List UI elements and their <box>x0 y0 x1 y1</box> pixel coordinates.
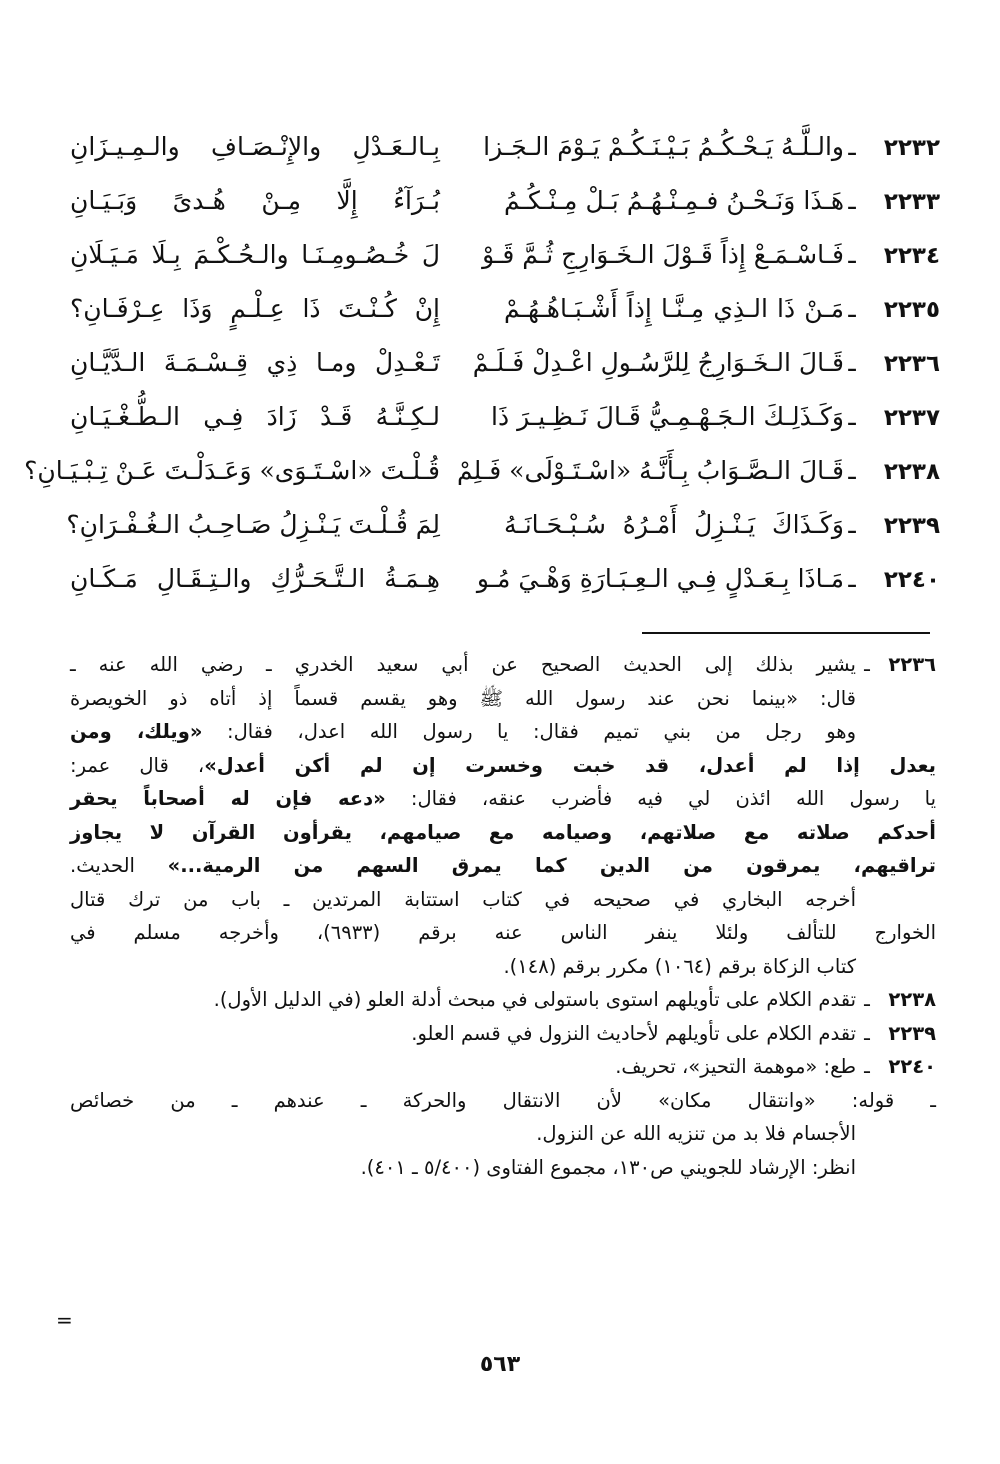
footnote-2240 <box>70 1050 936 1084</box>
verse-number: ٢٢٣٢ <box>883 135 940 161</box>
verse-second-hemistich: تَـعْـدِلْ ومـا ذِي قِـسْـمَـةَ الـدَّيَّـانِ <box>70 348 440 377</box>
verse-first-hemistich: وَكَـذَاكَ يَـنْـزِلُ أَمْـرُهُ سُـبْـحَـانَـهُ <box>504 510 844 539</box>
footnote-dash: ـ <box>864 988 870 1011</box>
verse-dash: ـ <box>848 294 856 323</box>
verse-number: ٢٢٣٥ <box>883 297 940 323</box>
verse-first-hemistich: والـلَّـهُ يَـحْـكُـمُ بَـيْـنَـكُـمْ يَـوْمَ الـجَـزا <box>483 132 844 161</box>
verse-dash: ـ <box>848 132 856 161</box>
footnote-text: يا رسول الله ائذن لي فيه فأضرب عنقه، فقال: <box>385 787 937 810</box>
footnote-2236-source <box>70 883 936 917</box>
verses-block <box>24 120 940 606</box>
footnote-2236-continued <box>70 682 936 749</box>
footnote-line: الأجسام فلا بد من تنزيه الله عن النزول. <box>536 1122 856 1145</box>
verse-2233 <box>70 174 940 228</box>
verse-first-hemistich: قَـالَ الـخَـوَارِجُ لِلرَّسُـولِ اعْـدِلْ فَـلَـمْ <box>472 348 844 377</box>
footnote-dash: ـ <box>864 1021 870 1045</box>
footnote-separator <box>642 632 930 634</box>
footnote-line: أخرجه البخاري في صحيحه في كتاب استتابة المرتدين ـ باب من ترك قتال <box>70 887 856 911</box>
footnote-dash: ـ <box>864 1055 870 1078</box>
footnote-2240-continued <box>70 1084 936 1118</box>
footnote-2239 <box>70 1017 936 1051</box>
verse-first-hemistich: هَـذَا وَنَـحْـنُ فـمِـنْـهُـمُ بَـلْ مِـنْـكُـمُ <box>504 186 844 215</box>
footnote-line: الخوارج للتألف ولئلا ينفر الناس عنه برقم (٦٩٣٣)، وأخرجه مسلم في <box>70 921 936 944</box>
page-number: ٥٦٣ <box>479 1352 521 1377</box>
verse-second-hemistich: بِـالـعَـدْلِ والإِنْـصَـافِ والـمِـيـزَانِ <box>70 132 440 161</box>
footnote-line: انظر: الإرشاد للجويني ص١٣٠، مجموع الفتاوى (٥/٤٠٠ ـ ٤٠١). <box>360 1155 856 1179</box>
verse-number: ٢٢٣٨ <box>883 459 940 485</box>
verse-number: ٢٢٣٦ <box>883 351 940 377</box>
footnote-body <box>70 648 856 682</box>
footnote-line <box>70 782 936 816</box>
verse-2238 <box>24 444 940 498</box>
verse-dash: ـ <box>848 402 856 431</box>
footnote-line: يشير بذلك إلى الحديث الصحيح عن أبي سعيد الخدري ـ رضي الله عنه ـ <box>70 653 856 676</box>
footnote-dash: ـ <box>864 653 870 676</box>
verse-number: ٢٢٤٠ <box>883 567 940 593</box>
verse-first-hemistich: مَـنْ ذَا الـذِي مِـنَّـا إِذاً أَشْـبَـاهُـهُـمْ <box>504 294 844 323</box>
verse-2237 <box>70 390 940 444</box>
footnote-2240-end <box>70 1117 936 1184</box>
footnote-number: ٢٢٣٦ <box>888 653 936 676</box>
hadith-quote: تراقيهم، يمرقون من الدين كما يمرق السهم من الرمية...» <box>167 854 936 877</box>
verse-second-hemistich: بُـرَآءُ إِلَّا مِـنْ هُـدىً وَبَـيَـانِ <box>70 186 440 215</box>
verse-2239 <box>66 498 940 552</box>
verse-dash: ـ <box>848 510 856 539</box>
footnote-text: ، قال عمر: <box>70 753 205 777</box>
verse-number: ٢٢٣٩ <box>883 513 940 539</box>
verse-2236 <box>70 336 940 390</box>
footnote-number: ٢٢٣٨ <box>888 988 936 1011</box>
verse-first-hemistich: فَـاسْـمَـعْ إِذاً قَـوْلَ الـخَـوَارِجِ ثُـمَّ قَـوْ <box>482 240 844 269</box>
footnote-number: ٢٢٣٩ <box>888 1021 936 1045</box>
verse-second-hemistich: لِمَ قُـلْـتَ يَـنْـزِلُ صَـاحِـبُ الـغُـفْـرَانِ؟ <box>66 510 440 539</box>
hadith-quote: «دعه فإن له أصحاباً يحقر <box>70 787 386 810</box>
footnote-body <box>70 983 856 1017</box>
verse-first-hemistich: مَـاذَا بِـعَـدْلٍ فِـي الـعِـبَـارَةِ وَهْـيَ مُـو <box>476 564 844 593</box>
verse-number: ٢٢٣٤ <box>883 243 940 269</box>
verse-second-hemistich: هِـمَـةُ الـتَّـحَـرُّكِ والـتِـقَـالِ مَـكَـانِ <box>70 564 440 593</box>
verse-2235 <box>70 282 940 336</box>
footnote-line: تقدم الكلام على تأويلهم استوى باستولى في مبحث أدلة العلو (في الدليل الأول). <box>213 988 856 1011</box>
footnote-line: طع: «موهمة التحيز»، تحريف. <box>615 1055 856 1078</box>
footnote-line: ـ قوله: «وانتقال مكان» لأن الانتقال والحركة ـ عندهم ـ من خصائص <box>70 1088 936 1112</box>
verse-dash: ـ <box>848 186 856 215</box>
verse-dash: ـ <box>848 348 856 377</box>
verse-number: ٢٢٣٣ <box>883 189 940 215</box>
hadith-quote: «ويلك، ومن <box>70 720 203 743</box>
verse-dash: ـ <box>848 456 856 485</box>
hadith-quote: أحدكم صلاته مع صلاتهم، وصيامه مع صيامهم، يقرأون القرآن لا يجاوز <box>70 820 936 844</box>
footnote-line: كتاب الزكاة برقم (١٠٦٤) مكرر برقم (١٤٨). <box>503 954 856 978</box>
footnote-line: قال: «بينما نحن عند رسول الله ﷺ وهو يقسم قسماً إذ أتاه ذو الخويصرة <box>70 686 856 710</box>
verse-dash: ـ <box>848 564 856 593</box>
footnote-2236-full-width <box>70 749 936 883</box>
verse-dash: ـ <box>848 240 856 269</box>
verse-second-hemistich: لـكِـنَّـهُ قَـدْ زَادَ فِـي الـطُّـغْـيَـانِ <box>70 402 440 431</box>
verse-second-hemistich: لَ خُـصُـومِـنَـا والـحُـكْـمَ بِـلَا مَـيَـلَانِ <box>70 240 440 269</box>
verse-number: ٢٢٣٧ <box>883 405 940 431</box>
hadith-quote: يعدل إذا لم أعدل، قد خبت وخسرت إن لم أكن أعدل» <box>204 753 937 777</box>
verse-2240 <box>70 552 940 606</box>
footnote-2236-source-full <box>70 916 936 950</box>
footnote-text: الحديث. <box>70 854 168 877</box>
verse-second-hemistich: إِنْ كُـنْـتَ ذَا عِـلْـمٍ وَذَا عِـرْفَـانِ؟ <box>70 294 440 323</box>
footnote-text: وهو رجل من بني تميم فقال: يا رسول الله اعدل، فقال: <box>202 720 856 743</box>
footnote-body <box>70 1017 856 1051</box>
footnote-line: تقدم الكلام على تأويلهم لأحاديث النزول في قسم العلو. <box>411 1021 856 1045</box>
verse-2234 <box>70 228 940 282</box>
footnote-line <box>70 749 936 783</box>
footnote-2236-source-end <box>70 950 936 984</box>
footnote-line <box>70 715 856 749</box>
footnote-2238 <box>70 983 936 1017</box>
verse-first-hemistich: وَكَـذَلِـكَ الـجَـهْـمِـيُّ قَـالَ نَـظِـيـرَ ذَا <box>491 402 844 431</box>
verse-first-hemistich: قَـالَ الـصَّـوَابُ بِـأَنَّـهُ «اسْـتَـوْلَى» فَـلِمْ <box>457 456 844 485</box>
verse-2232 <box>70 120 940 174</box>
continuation-mark: = <box>56 1308 73 1332</box>
footnote-body <box>70 1050 856 1084</box>
verse-second-hemistich: قُـلْـتَ «اسْـتَـوَى» وَعَـدَلْـتَ عَـنْ تِـبْـيَـانِ؟ <box>24 456 440 485</box>
footnotes <box>70 648 936 1184</box>
footnote-line <box>70 849 936 883</box>
footnote-number: ٢٢٤٠ <box>888 1055 936 1078</box>
footnote-2236 <box>70 648 936 682</box>
